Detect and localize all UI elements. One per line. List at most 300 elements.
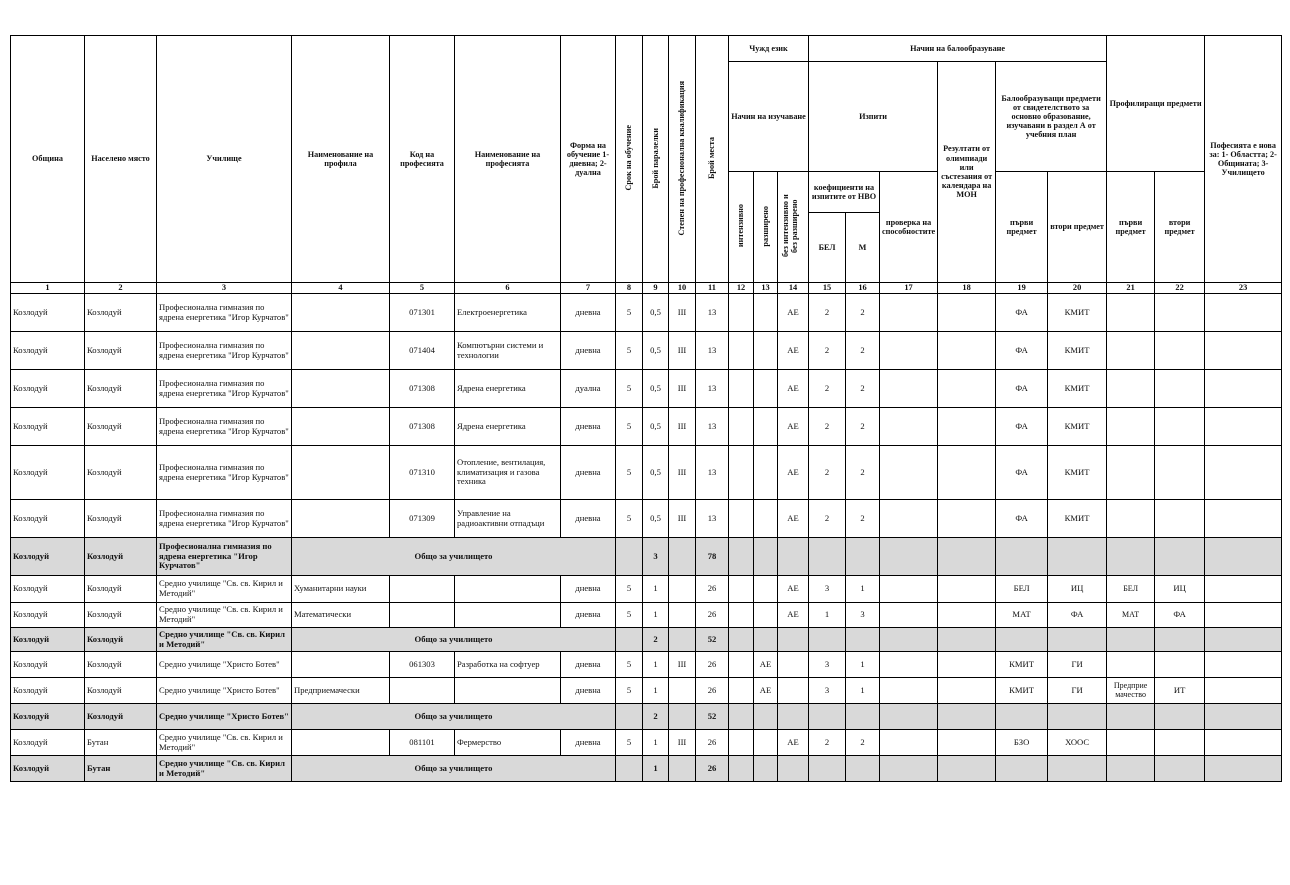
cell-intensive xyxy=(729,652,754,678)
table-row xyxy=(11,294,1282,332)
cell-extended xyxy=(754,603,778,628)
cell-intensive xyxy=(729,730,754,756)
header-exams: Изпити xyxy=(809,62,938,172)
cell-qualification: III xyxy=(669,652,696,678)
cell-empty xyxy=(938,628,996,652)
cell-places: 26 xyxy=(696,576,729,603)
cell-ability-check xyxy=(880,730,938,756)
cell-profile-first xyxy=(1107,370,1155,408)
cell-intensive xyxy=(729,603,754,628)
cell-profile-first xyxy=(1107,652,1155,678)
cell-no-intensive: АЕ xyxy=(778,294,809,332)
cell-duration: 5 xyxy=(616,678,643,704)
header-places-text: Брой места xyxy=(707,136,717,179)
cell-new-profession xyxy=(1205,603,1282,628)
cell-ability-check xyxy=(880,332,938,370)
cell-places: 78 xyxy=(696,538,729,576)
header-extended-text: разширено xyxy=(760,205,770,247)
cell-qualification: III xyxy=(669,446,696,500)
cell-empty xyxy=(729,756,754,782)
cell-new-profession xyxy=(1205,446,1282,500)
table-row xyxy=(11,603,1282,628)
table-row xyxy=(11,576,1282,603)
cell-profession-code: 071310 xyxy=(390,446,455,500)
cell-uchilishte: Средно училище "Св. св. Кирил и Методий" xyxy=(157,730,292,756)
cell-study-form: дневна xyxy=(561,294,616,332)
cell-places: 26 xyxy=(696,730,729,756)
cell-first-subject: ФА xyxy=(996,332,1048,370)
header-intensive xyxy=(729,172,754,283)
table-row xyxy=(11,730,1282,756)
cell-class-count: 1 xyxy=(643,652,669,678)
cell-obshtina: Козлодуй xyxy=(11,756,85,782)
cell-extended xyxy=(754,370,778,408)
cell-second-subject: ГИ xyxy=(1048,652,1107,678)
cell-places: 13 xyxy=(696,370,729,408)
cell-coef-bel: 3 xyxy=(809,678,846,704)
column-number: 19 xyxy=(996,283,1048,294)
header-profile-subjects: Профилиращи предмети xyxy=(1107,36,1205,172)
cell-coef-math: 3 xyxy=(846,603,880,628)
cell-profile-first xyxy=(1107,408,1155,446)
header-olympiad-results: Резултати от олимпиади или състезания от календара на МОН xyxy=(938,62,996,283)
cell-coef-math: 2 xyxy=(846,294,880,332)
cell-empty xyxy=(778,628,809,652)
cell-study-form: дневна xyxy=(561,678,616,704)
cell-coef-math: 2 xyxy=(846,500,880,538)
cell-empty xyxy=(778,756,809,782)
cell-duration: 5 xyxy=(616,370,643,408)
cell-study-form: дневна xyxy=(561,332,616,370)
cell-coef-bel: 1 xyxy=(809,603,846,628)
table-row xyxy=(11,446,1282,500)
cell-profession-code xyxy=(390,603,455,628)
cell-naseleno-myasto: Козлодуй xyxy=(85,332,157,370)
table-body xyxy=(11,294,1282,782)
cell-class-count: 0,5 xyxy=(643,446,669,500)
cell-empty xyxy=(938,538,996,576)
cell-empty xyxy=(616,704,643,730)
header-study-method: Начин на изучаване xyxy=(729,62,809,172)
column-number: 10 xyxy=(669,283,696,294)
cell-no-intensive xyxy=(778,652,809,678)
cell-empty xyxy=(846,628,880,652)
header-new-profession: Пофесията е нова за: 1- Областта; 2-Общината; 3-Училището xyxy=(1205,36,1282,283)
cell-class-count: 1 xyxy=(643,576,669,603)
cell-no-intensive: АЕ xyxy=(778,408,809,446)
cell-new-profession xyxy=(1205,294,1282,332)
cell-empty xyxy=(1107,704,1155,730)
table-row xyxy=(11,332,1282,370)
cell-naseleno-myasto: Козлодуй xyxy=(85,370,157,408)
cell-class-count: 1 xyxy=(643,756,669,782)
cell-extended xyxy=(754,332,778,370)
cell-profile-second xyxy=(1155,332,1205,370)
cell-no-intensive: АЕ xyxy=(778,576,809,603)
cell-duration: 5 xyxy=(616,500,643,538)
cell-duration: 5 xyxy=(616,730,643,756)
cell-empty xyxy=(729,628,754,652)
cell-uchilishte: Професионална гимназия по ядрена енергетика "Игор Курчатов" xyxy=(157,538,292,576)
cell-empty xyxy=(778,704,809,730)
column-number: 15 xyxy=(809,283,846,294)
school-total-row xyxy=(11,538,1282,576)
cell-profile xyxy=(292,730,390,756)
header-ability-check: проверка на способностите xyxy=(880,172,938,283)
cell-empty xyxy=(1107,756,1155,782)
cell-empty xyxy=(880,628,938,652)
cell-new-profession xyxy=(1205,652,1282,678)
cell-intensive xyxy=(729,576,754,603)
column-number: 5 xyxy=(390,283,455,294)
cell-uchilishte: Професионална гимназия по ядрена енергетика "Игор Курчатов" xyxy=(157,500,292,538)
cell-profile-first: Предприе мачество xyxy=(1107,678,1155,704)
cell-new-profession xyxy=(1205,678,1282,704)
header-profile-second-subject: втори предмет xyxy=(1155,172,1205,283)
cell-first-subject: ФА xyxy=(996,408,1048,446)
cell-uchilishte: Средно училище "Христо Ботев" xyxy=(157,652,292,678)
cell-profile-first xyxy=(1107,500,1155,538)
column-number: 21 xyxy=(1107,283,1155,294)
cell-profession-code: 071309 xyxy=(390,500,455,538)
cell-class-count: 0,5 xyxy=(643,332,669,370)
cell-empty xyxy=(996,538,1048,576)
cell-empty xyxy=(1205,628,1282,652)
cell-duration: 5 xyxy=(616,576,643,603)
cell-naseleno-myasto: Козлодуй xyxy=(85,603,157,628)
cell-profession-code xyxy=(390,576,455,603)
cell-profile-second xyxy=(1155,446,1205,500)
cell-class-count: 0,5 xyxy=(643,500,669,538)
header-no-intensive-text: без интензивно и без разширено xyxy=(781,194,800,258)
cell-naseleno-myasto: Козлодуй xyxy=(85,446,157,500)
cell-empty xyxy=(880,756,938,782)
column-number: 8 xyxy=(616,283,643,294)
cell-profession-code: 071301 xyxy=(390,294,455,332)
cell-coef-math: 1 xyxy=(846,678,880,704)
cell-olympiad xyxy=(938,678,996,704)
cell-places: 26 xyxy=(696,756,729,782)
cell-profession-code: 081101 xyxy=(390,730,455,756)
cell-empty xyxy=(809,756,846,782)
cell-profession-name: Ядрена енергетика xyxy=(455,370,561,408)
cell-empty xyxy=(754,704,778,730)
cell-olympiad xyxy=(938,408,996,446)
column-number: 13 xyxy=(754,283,778,294)
cell-profession-name xyxy=(455,576,561,603)
cell-extended xyxy=(754,500,778,538)
cell-class-count: 2 xyxy=(643,704,669,730)
cell-profession-name: Управление на радиоактивни отпадъци xyxy=(455,500,561,538)
cell-profile-second: ФА xyxy=(1155,603,1205,628)
cell-profile xyxy=(292,408,390,446)
column-number: 11 xyxy=(696,283,729,294)
cell-ability-check xyxy=(880,652,938,678)
cell-olympiad xyxy=(938,446,996,500)
cell-first-subject: БЗО xyxy=(996,730,1048,756)
cell-olympiad xyxy=(938,332,996,370)
cell-obshtina: Козлодуй xyxy=(11,652,85,678)
cell-obshtina: Козлодуй xyxy=(11,370,85,408)
cell-class-count: 2 xyxy=(643,628,669,652)
cell-profile-second xyxy=(1155,500,1205,538)
header-class-count-text: Брой паралелки xyxy=(650,127,660,189)
cell-extended: АЕ xyxy=(754,652,778,678)
column-number: 3 xyxy=(157,283,292,294)
cell-profile-first: БЕЛ xyxy=(1107,576,1155,603)
cell-duration: 5 xyxy=(616,603,643,628)
cell-new-profession xyxy=(1205,500,1282,538)
cell-intensive xyxy=(729,408,754,446)
cell-empty xyxy=(616,538,643,576)
cell-olympiad xyxy=(938,603,996,628)
cell-profile-second xyxy=(1155,408,1205,446)
header-places xyxy=(696,36,729,283)
cell-profile-second xyxy=(1155,730,1205,756)
cell-coef-bel: 2 xyxy=(809,294,846,332)
cell-study-form: дневна xyxy=(561,408,616,446)
cell-extended xyxy=(754,446,778,500)
cell-study-form: дневна xyxy=(561,500,616,538)
cell-places: 13 xyxy=(696,446,729,500)
cell-new-profession xyxy=(1205,370,1282,408)
cell-naseleno-myasto: Козлодуй xyxy=(85,678,157,704)
cell-second-subject: ХООС xyxy=(1048,730,1107,756)
cell-uchilishte: Професионална гимназия по ядрена енергетика "Игор Курчатов" xyxy=(157,294,292,332)
cell-study-form: дневна xyxy=(561,730,616,756)
column-number: 6 xyxy=(455,283,561,294)
cell-profession-name: Отопление, вентилация, климатизация и газова техника xyxy=(455,446,561,500)
cell-empty xyxy=(669,538,696,576)
header-nvo-coefficients: коефициенти на изпитите от НВО xyxy=(809,172,880,213)
cell-profile-second xyxy=(1155,370,1205,408)
cell-no-intensive: АЕ xyxy=(778,730,809,756)
cell-places: 52 xyxy=(696,628,729,652)
cell-olympiad xyxy=(938,294,996,332)
cell-second-subject: КМИТ xyxy=(1048,370,1107,408)
cell-no-intensive xyxy=(778,678,809,704)
cell-duration: 5 xyxy=(616,446,643,500)
cell-qualification xyxy=(669,576,696,603)
cell-profession-name: Ядрена енергетика xyxy=(455,408,561,446)
cell-no-intensive: АЕ xyxy=(778,446,809,500)
cell-class-count: 1 xyxy=(643,603,669,628)
header-study-duration xyxy=(616,36,643,283)
cell-coef-bel: 2 xyxy=(809,332,846,370)
cell-empty xyxy=(996,756,1048,782)
cell-ability-check xyxy=(880,603,938,628)
cell-naseleno-myasto: Козлодуй xyxy=(85,652,157,678)
cell-qualification: III xyxy=(669,500,696,538)
cell-obshtina: Козлодуй xyxy=(11,408,85,446)
cell-new-profession xyxy=(1205,408,1282,446)
cell-intensive xyxy=(729,370,754,408)
cell-ability-check xyxy=(880,408,938,446)
cell-qualification: III xyxy=(669,730,696,756)
cell-profile xyxy=(292,294,390,332)
cell-obshtina: Козлодуй xyxy=(11,446,85,500)
cell-obshtina: Козлодуй xyxy=(11,538,85,576)
cell-no-intensive: АЕ xyxy=(778,332,809,370)
cell-coef-bel: 2 xyxy=(809,500,846,538)
cell-naseleno-myasto: Козлодуй xyxy=(85,704,157,730)
cell-first-subject: ФА xyxy=(996,294,1048,332)
cell-class-count: 0,5 xyxy=(643,408,669,446)
header-first-subject: първи предмет xyxy=(996,172,1048,283)
cell-first-subject: КМИТ xyxy=(996,678,1048,704)
cell-coef-math: 2 xyxy=(846,370,880,408)
cell-empty xyxy=(1048,756,1107,782)
cell-new-profession xyxy=(1205,332,1282,370)
cell-coef-math: 1 xyxy=(846,652,880,678)
column-number: 2 xyxy=(85,283,157,294)
cell-uchilishte: Професионална гимназия по ядрена енергетика "Игор Курчатов" xyxy=(157,370,292,408)
cell-profile-first xyxy=(1107,446,1155,500)
cell-places: 26 xyxy=(696,603,729,628)
table-row xyxy=(11,678,1282,704)
cell-empty xyxy=(846,538,880,576)
cell-olympiad xyxy=(938,576,996,603)
cell-profile xyxy=(292,370,390,408)
cell-second-subject: КМИТ xyxy=(1048,332,1107,370)
header-math: М xyxy=(846,213,880,283)
cell-empty xyxy=(754,538,778,576)
cell-naseleno-myasto: Козлодуй xyxy=(85,576,157,603)
cell-empty xyxy=(616,628,643,652)
cell-extended xyxy=(754,408,778,446)
cell-profession-code: 061303 xyxy=(390,652,455,678)
cell-coef-math: 2 xyxy=(846,730,880,756)
cell-empty xyxy=(754,628,778,652)
cell-profile xyxy=(292,332,390,370)
cell-study-form: дневна xyxy=(561,446,616,500)
header-no-intensive xyxy=(778,172,809,283)
cell-empty xyxy=(669,628,696,652)
cell-no-intensive: АЕ xyxy=(778,603,809,628)
cell-profession-name: Фермерство xyxy=(455,730,561,756)
cell-empty xyxy=(729,538,754,576)
cell-empty xyxy=(809,538,846,576)
column-number: 16 xyxy=(846,283,880,294)
cell-profile xyxy=(292,500,390,538)
cell-obshtina: Козлодуй xyxy=(11,332,85,370)
school-total-row xyxy=(11,756,1282,782)
cell-empty xyxy=(778,538,809,576)
cell-empty xyxy=(1048,704,1107,730)
cell-empty xyxy=(1155,704,1205,730)
school-total-row xyxy=(11,704,1282,730)
cell-ability-check xyxy=(880,500,938,538)
cell-empty xyxy=(846,756,880,782)
school-total-label: Общо за училището xyxy=(292,704,616,730)
cell-extended xyxy=(754,576,778,603)
cell-second-subject: КМИТ xyxy=(1048,408,1107,446)
cell-ability-check xyxy=(880,294,938,332)
header-profession-code: Код на професията xyxy=(390,36,455,283)
cell-places: 13 xyxy=(696,408,729,446)
cell-extended xyxy=(754,294,778,332)
cell-obshtina: Козлодуй xyxy=(11,730,85,756)
header-obshtina: Община xyxy=(11,36,85,283)
cell-olympiad xyxy=(938,730,996,756)
cell-ability-check xyxy=(880,446,938,500)
cell-qualification: III xyxy=(669,370,696,408)
cell-uchilishte: Средно училище "Христо Ботев" xyxy=(157,678,292,704)
cell-places: 13 xyxy=(696,500,729,538)
cell-empty xyxy=(1048,538,1107,576)
school-total-row xyxy=(11,628,1282,652)
table-row xyxy=(11,652,1282,678)
table-row xyxy=(11,500,1282,538)
cell-empty xyxy=(1205,704,1282,730)
header-study-duration-text: Срок на обучение xyxy=(624,125,634,191)
column-number: 17 xyxy=(880,283,938,294)
cell-second-subject: КМИТ xyxy=(1048,294,1107,332)
cell-profile: Математически xyxy=(292,603,390,628)
cell-duration: 5 xyxy=(616,332,643,370)
header-scoring-method: Начин на балообразуване xyxy=(809,36,1107,62)
cell-places: 26 xyxy=(696,678,729,704)
cell-profile-second xyxy=(1155,652,1205,678)
table-row xyxy=(11,370,1282,408)
column-number: 20 xyxy=(1048,283,1107,294)
cell-naseleno-myasto: Козлодуй xyxy=(85,500,157,538)
cell-empty xyxy=(846,704,880,730)
cell-places: 26 xyxy=(696,652,729,678)
header-uchilishte: Училище xyxy=(157,36,292,283)
cell-profile: Предприемачески xyxy=(292,678,390,704)
cell-profile-second: ИТ xyxy=(1155,678,1205,704)
cell-study-form: дуална xyxy=(561,370,616,408)
cell-coef-bel: 3 xyxy=(809,576,846,603)
cell-study-form: дневна xyxy=(561,652,616,678)
cell-empty xyxy=(729,704,754,730)
header-second-subject: втори предмет xyxy=(1048,172,1107,283)
cell-intensive xyxy=(729,294,754,332)
cell-profile-second xyxy=(1155,294,1205,332)
header-profession-name: Наименование на професията xyxy=(455,36,561,283)
cell-obshtina: Козлодуй xyxy=(11,294,85,332)
header-scoring-subjects: Балообразуващи предмети от свидетелството за основно образование, изучавани в раздел А от учебния план xyxy=(996,62,1107,172)
cell-empty xyxy=(880,538,938,576)
cell-ability-check xyxy=(880,370,938,408)
cell-empty xyxy=(669,704,696,730)
cell-uchilishte: Средно училище "Христо Ботев" xyxy=(157,704,292,730)
cell-olympiad xyxy=(938,652,996,678)
cell-coef-bel: 2 xyxy=(809,408,846,446)
cell-profile-second: ИЦ xyxy=(1155,576,1205,603)
cell-qualification: III xyxy=(669,332,696,370)
cell-profile: Хуманитарни науки xyxy=(292,576,390,603)
cell-duration: 5 xyxy=(616,652,643,678)
cell-ability-check xyxy=(880,678,938,704)
cell-study-form: дневна xyxy=(561,576,616,603)
cell-empty xyxy=(1155,538,1205,576)
cell-qualification: III xyxy=(669,408,696,446)
cell-coef-math: 2 xyxy=(846,446,880,500)
cell-intensive xyxy=(729,332,754,370)
cell-profession-name: Електроенергетика xyxy=(455,294,561,332)
cell-empty xyxy=(1205,538,1282,576)
cell-second-subject: КМИТ xyxy=(1048,500,1107,538)
cell-profession-code: 071404 xyxy=(390,332,455,370)
header-bel: БЕЛ xyxy=(809,213,846,283)
cell-naseleno-myasto: Бутан xyxy=(85,756,157,782)
cell-second-subject: ИЦ xyxy=(1048,576,1107,603)
header-extended xyxy=(754,172,778,283)
cell-profession-name: Компютърни системи и технологии xyxy=(455,332,561,370)
cell-empty xyxy=(996,628,1048,652)
